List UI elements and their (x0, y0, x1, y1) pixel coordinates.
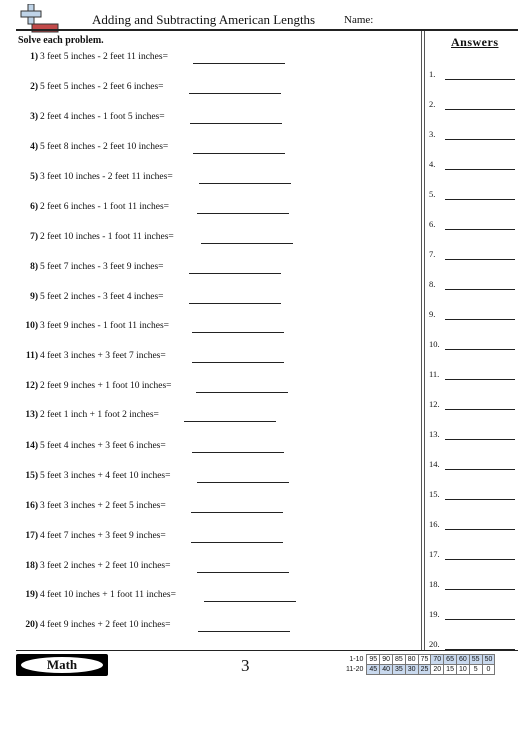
score-cell: 45 (367, 665, 380, 675)
answer-blank[interactable] (192, 332, 284, 333)
score-cell: 65 (444, 655, 457, 665)
problem-number: 8) (30, 262, 38, 272)
answer-key-blank[interactable] (445, 529, 515, 530)
answer-key-number: 11. (429, 369, 440, 379)
problem-item (18, 561, 418, 577)
problem-item (18, 172, 418, 188)
problem-text: 3 feet 3 inches + 2 feet 5 inches= (40, 501, 166, 511)
score-cell: 25 (418, 665, 431, 675)
score-table (344, 654, 495, 675)
answer-key-row (429, 399, 519, 413)
problem-item (18, 381, 418, 397)
problem-item (18, 202, 418, 218)
answer-key-row (429, 309, 519, 323)
answer-key-number: 16. (429, 519, 440, 529)
answer-key-number: 12. (429, 399, 440, 409)
answer-key-number: 9. (429, 309, 436, 319)
answer-key-number: 8. (429, 279, 436, 289)
answer-key-row (429, 339, 519, 353)
problem-text: 5 feet 7 inches - 3 feet 9 inches= (40, 262, 164, 272)
answer-blank[interactable] (189, 273, 281, 274)
problem-text: 5 feet 5 inches - 2 feet 6 inches= (40, 82, 164, 92)
answer-key-row (429, 609, 519, 623)
answer-key-row (429, 249, 519, 263)
answer-key-blank[interactable] (445, 319, 515, 320)
answer-key-blank[interactable] (445, 619, 515, 620)
score-cell: 70 (431, 655, 444, 665)
answer-key-blank[interactable] (445, 469, 515, 470)
answer-key-row (429, 369, 519, 383)
answer-key-row (429, 69, 519, 83)
problem-number: 3) (30, 112, 38, 122)
score-cell: 0 (482, 665, 495, 675)
score-row (344, 665, 495, 675)
answer-blank[interactable] (190, 123, 282, 124)
subject-label: Math (21, 657, 103, 673)
answer-key-blank[interactable] (445, 559, 515, 560)
answer-blank[interactable] (193, 63, 285, 64)
answer-blank[interactable] (184, 421, 276, 422)
answer-key-number: 1. (429, 69, 436, 79)
problem-item (18, 82, 418, 98)
answer-key-number: 2. (429, 99, 436, 109)
problem-text: 3 feet 5 inches - 2 feet 11 inches= (40, 52, 168, 62)
score-cell: 5 (469, 665, 482, 675)
problem-number: 16) (25, 501, 38, 511)
problem-text: 4 feet 9 inches + 2 feet 10 inches= (40, 620, 171, 630)
answer-key-blank[interactable] (445, 439, 515, 440)
answer-key-row (429, 429, 519, 443)
answer-blank[interactable] (189, 303, 281, 304)
answer-key-number: 15. (429, 489, 440, 499)
answer-key-number: 4. (429, 159, 436, 169)
problem-number: 5) (30, 172, 38, 182)
problem-text: 5 feet 2 inches - 3 feet 4 inches= (40, 292, 164, 302)
answer-key-row (429, 579, 519, 593)
score-cell: 60 (456, 655, 469, 665)
problem-number: 7) (30, 232, 38, 242)
score-cell: 30 (405, 665, 418, 675)
answer-key-row (429, 219, 519, 233)
answer-key-blank[interactable] (445, 589, 515, 590)
answer-blank[interactable] (192, 362, 284, 363)
answer-blank[interactable] (191, 512, 283, 513)
answer-blank[interactable] (196, 392, 288, 393)
problem-number: 17) (25, 531, 38, 541)
problem-item (18, 321, 418, 337)
problem-item (18, 262, 418, 278)
answer-key-row (429, 519, 519, 533)
answer-key-row (429, 279, 519, 293)
answer-blank[interactable] (199, 183, 291, 184)
answer-key-blank[interactable] (445, 499, 515, 500)
score-range-label: 11-20 (346, 666, 364, 673)
problem-number: 12) (25, 381, 38, 391)
subject-badge (16, 654, 108, 676)
answer-blank[interactable] (197, 482, 289, 483)
score-cell: 35 (392, 665, 405, 675)
problem-number: 2) (30, 82, 38, 92)
answer-key-number: 6. (429, 219, 436, 229)
problem-text: 5 feet 8 inches - 2 feet 10 inches= (40, 142, 169, 152)
score-cell: 20 (431, 665, 444, 675)
problem-number: 1) (30, 52, 38, 62)
score-cell: 50 (482, 655, 495, 665)
score-cell: 80 (405, 655, 418, 665)
answer-key-blank[interactable] (445, 139, 515, 140)
header-divider (16, 29, 518, 31)
problem-item (18, 351, 418, 367)
instructions: Solve each problem. (18, 35, 104, 46)
problem-text: 3 feet 10 inches - 2 feet 11 inches= (40, 172, 173, 182)
answer-key-blank[interactable] (445, 349, 515, 350)
score-cell: 85 (392, 655, 405, 665)
problem-number: 13) (25, 410, 38, 420)
answer-key-row (429, 549, 519, 563)
problem-item (18, 531, 418, 547)
problem-text: 2 feet 9 inches + 1 foot 10 inches= (40, 381, 172, 391)
problem-item (18, 142, 418, 158)
problem-item (18, 232, 418, 248)
answer-blank[interactable] (189, 93, 281, 94)
column-divider (421, 31, 422, 650)
answer-key-blank[interactable] (445, 409, 515, 410)
answer-key-number: 7. (429, 249, 436, 259)
problem-text: 3 feet 2 inches + 2 feet 10 inches= (40, 561, 171, 571)
problem-number: 9) (30, 292, 38, 302)
problem-number: 19) (25, 590, 38, 600)
problem-text: 4 feet 7 inches + 3 feet 9 inches= (40, 531, 166, 541)
problem-number: 6) (30, 202, 38, 212)
answer-key-row (429, 159, 519, 173)
answer-key-blank[interactable] (445, 169, 515, 170)
score-cell: 90 (380, 655, 393, 665)
problem-item (18, 471, 418, 487)
name-label: Name: (344, 14, 374, 26)
problem-text: 5 feet 4 inches + 3 feet 6 inches= (40, 441, 166, 451)
column-divider-inner (424, 31, 425, 650)
answer-key-number: 20. (429, 639, 440, 649)
answer-key-number: 14. (429, 459, 440, 469)
answer-blank[interactable] (193, 153, 285, 154)
problem-item (18, 501, 418, 517)
answer-key-row (429, 189, 519, 203)
answer-key-blank[interactable] (445, 379, 515, 380)
problem-item (18, 590, 418, 606)
score-cell: 15 (444, 665, 457, 675)
problem-item (18, 112, 418, 128)
score-row (344, 655, 495, 665)
answer-blank[interactable] (204, 601, 296, 602)
answer-key-number: 5. (429, 189, 436, 199)
score-range-label: 1-10 (349, 656, 364, 663)
answer-key-row (429, 459, 519, 473)
worksheet-title: Adding and Subtracting American Lengths (92, 12, 316, 27)
answer-key-number: 18. (429, 579, 440, 589)
answer-blank[interactable] (197, 213, 289, 214)
problem-text: 4 feet 3 inches + 3 feet 7 inches= (40, 351, 166, 361)
problem-number: 10) (25, 321, 38, 331)
problem-number: 11) (25, 351, 38, 361)
answer-blank[interactable] (201, 243, 293, 244)
answer-key-number: 13. (429, 429, 440, 439)
score-cell: 95 (367, 655, 380, 665)
problem-number: 20) (25, 620, 38, 630)
problem-text: 2 feet 10 inches - 1 foot 11 inches= (40, 232, 174, 242)
problem-text: 5 feet 3 inches + 4 feet 10 inches= (40, 471, 171, 481)
answers-heading: Answers (451, 35, 499, 49)
answer-blank[interactable] (198, 631, 290, 632)
answer-blank[interactable] (192, 452, 284, 453)
problem-number: 15) (25, 471, 38, 481)
problem-text: 2 feet 1 inch + 1 foot 2 inches= (40, 410, 159, 420)
problem-text: 4 feet 10 inches + 1 foot 11 inches= (40, 590, 176, 600)
score-cell: 10 (456, 665, 469, 675)
problem-number: 18) (25, 561, 38, 571)
answer-blank[interactable] (197, 572, 289, 573)
answer-key-row (429, 99, 519, 113)
page-number: 3 (241, 656, 250, 675)
problem-text: 3 feet 9 inches - 1 foot 11 inches= (40, 321, 169, 331)
problem-text: 2 feet 4 inches - 1 foot 5 inches= (40, 112, 165, 122)
answer-key-number: 17. (429, 549, 440, 559)
answer-key-blank[interactable] (445, 199, 515, 200)
answer-key-blank[interactable] (445, 259, 515, 260)
answer-key-blank[interactable] (445, 229, 515, 230)
answer-key-row (429, 129, 519, 143)
problem-item (18, 292, 418, 308)
score-cell: 40 (380, 665, 393, 675)
problem-item (18, 620, 418, 636)
problem-item (18, 441, 418, 457)
score-cell: 75 (418, 655, 431, 665)
problem-number: 14) (25, 441, 38, 451)
answer-key-row (429, 489, 519, 503)
answer-blank[interactable] (191, 542, 283, 543)
footer-divider (16, 650, 518, 651)
problem-item (18, 410, 418, 426)
problem-item (18, 52, 418, 68)
answer-key-number: 19. (429, 609, 440, 619)
answer-key-blank[interactable] (445, 109, 515, 110)
problem-text: 2 feet 6 inches - 1 foot 11 inches= (40, 202, 169, 212)
answer-key-number: 10. (429, 339, 440, 349)
problem-number: 4) (30, 142, 38, 152)
answer-key-blank[interactable] (445, 289, 515, 290)
answer-key-blank[interactable] (445, 79, 515, 80)
answer-key-number: 3. (429, 129, 436, 139)
score-cell: 55 (469, 655, 482, 665)
